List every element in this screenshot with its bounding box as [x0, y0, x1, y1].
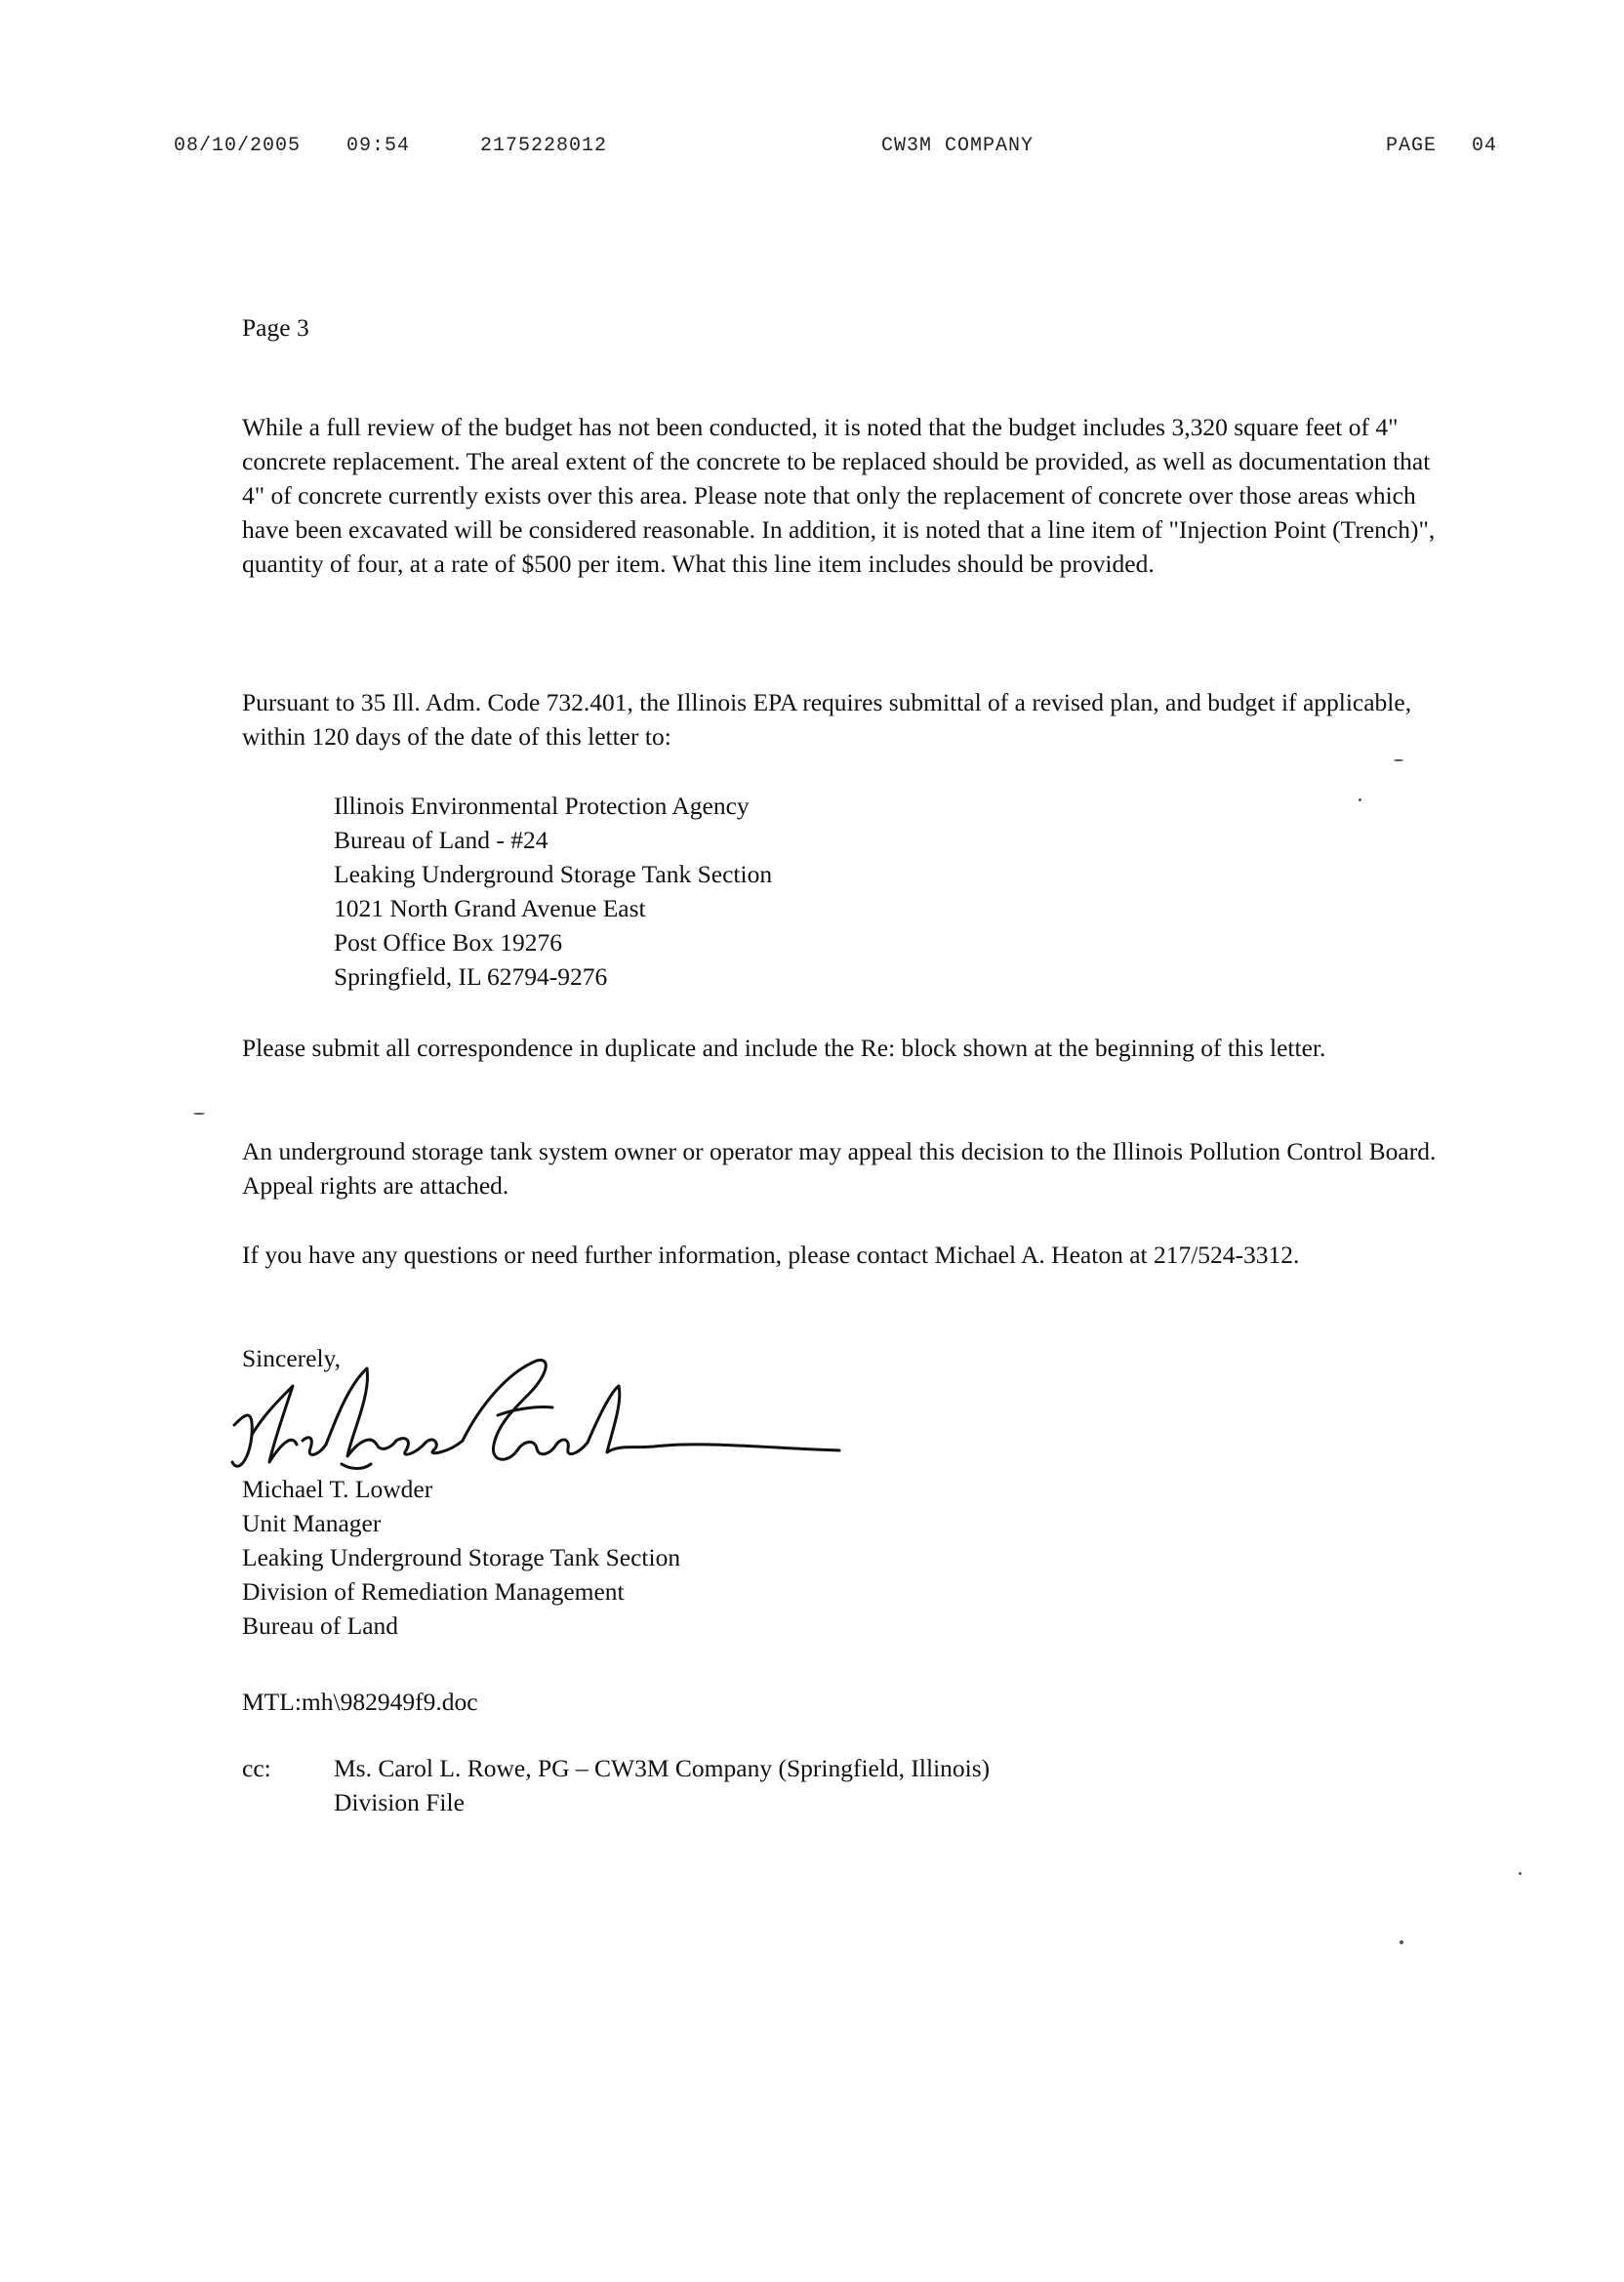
speck	[1519, 1872, 1522, 1875]
signatory-section: Leaking Underground Storage Tank Section	[242, 1543, 681, 1571]
letter-body-4	[242, 1134, 1452, 1202]
fax-page-number: 04	[1472, 135, 1498, 157]
letter-body-5	[242, 1238, 1452, 1272]
paragraph-submittal: Pursuant to 35 Ill. Adm. Code 732.401, the Illinois EPA requires submittal of a revised plan, and budget if applicable, within 120 days of the date of this letter to:	[242, 688, 1412, 751]
signatory-name: Michael T. Lowder	[242, 1475, 433, 1503]
address-line: Leaking Underground Storage Tank Section	[334, 860, 773, 888]
fax-date: 08/10/2005	[174, 135, 302, 157]
address-line: Illinois Environmental Protection Agency	[334, 792, 750, 820]
signatory-division: Division of Remediation Management	[242, 1577, 625, 1606]
address-line: Bureau of Land - #24	[334, 826, 548, 854]
speck	[193, 1113, 205, 1115]
paragraph-budget-review: While a full review of the budget has not been conducted, it is noted that the budget includes 3,320 square feet of 4" concrete replacement. The areal extent of the concrete to be replaced should be provided, as well as documentation that 4" of concrete currently exists over this area. Please note that only the replacement of concrete over those areas which have been excavated will be considered reasonable. In addition, it is noted that a line item of "Injection Point (Trench)", quantity of four, at a rate of $500 per item. What this line item includes should be provided.	[242, 413, 1436, 578]
address-line: Post Office Box 19276	[334, 928, 562, 957]
cc-label: cc:	[242, 1754, 271, 1782]
speck	[1400, 1940, 1403, 1944]
address-line: 1021 North Grand Avenue East	[334, 894, 646, 922]
paragraph-appeal: An underground storage tank system owner or operator may appeal this decision to the Illinois Pollution Control Board. Appeal rights are attached.	[242, 1137, 1437, 1200]
address-block	[334, 789, 772, 994]
speck	[1394, 759, 1403, 761]
address-line: Springfield, IL 62794-9276	[334, 962, 608, 991]
fax-company: CW3M COMPANY	[881, 135, 1035, 157]
signatory-title: Unit Manager	[242, 1509, 382, 1537]
signatory-bureau: Bureau of Land	[242, 1611, 399, 1640]
letter-body-3	[242, 1031, 1452, 1065]
signatory-block	[242, 1472, 680, 1643]
cc-recipient: Ms. Carol L. Rowe, PG – CW3M Company (Springfield, Illinois)	[334, 1754, 991, 1782]
speck	[1359, 798, 1361, 801]
letter-body	[242, 410, 1452, 581]
fax-phone: 2175228012	[480, 135, 608, 157]
cc-recipient: Division File	[334, 1788, 465, 1816]
paragraph-contact: If you have any questions or need further information, please contact Michael A. Heaton at 217/524-3312.	[242, 1241, 1300, 1269]
paragraph-correspondence: Please submit all correspondence in duplicate and include the Re: block shown at the beginning of this letter.	[242, 1034, 1326, 1062]
letter-body-2	[242, 685, 1452, 754]
closing: Sincerely,	[242, 1344, 342, 1372]
reference-code: MTL:mh\982949f9.doc	[242, 1688, 478, 1716]
fax-time: 09:54	[346, 135, 411, 157]
cc-list	[334, 1751, 990, 1819]
page-number: Page 3	[242, 313, 309, 342]
fax-page-label: PAGE	[1386, 135, 1438, 157]
